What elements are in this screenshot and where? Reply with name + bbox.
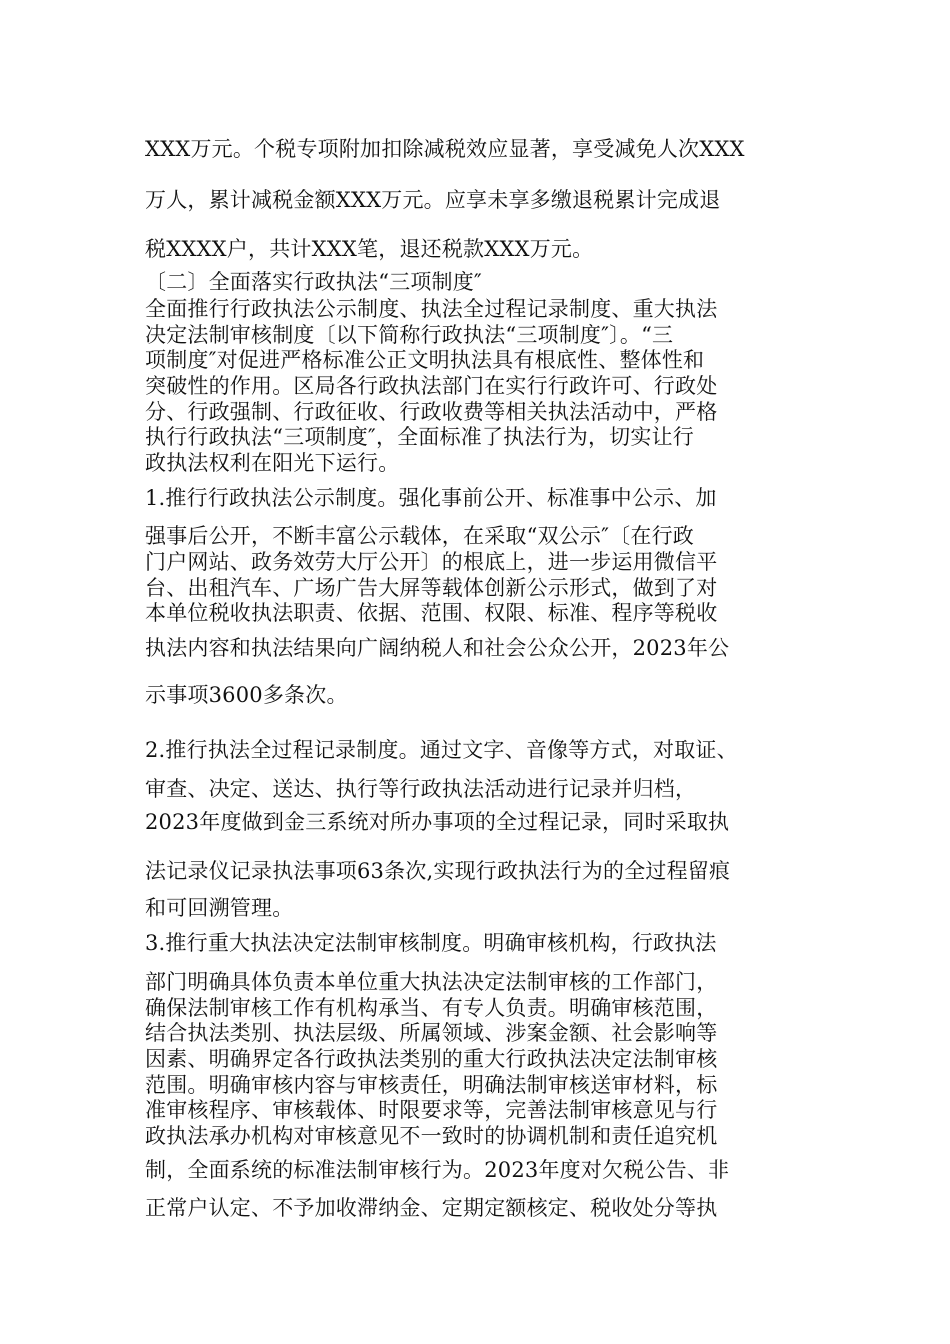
text-line: 执行行政执法“三项制度″，全面标准了执法行为，切实让行 <box>145 425 694 449</box>
text-line: XXX万元。个税专项附加扣除减税效应显著，享受减免人次XXX <box>145 137 745 161</box>
text-line: 决定法制审核制度〔以下简称行政执法“三项制度″〕。“三 <box>145 323 674 347</box>
text-line: 制，全面系统的标准法制审核行为。2023年度对欠税公告、非 <box>145 1158 730 1182</box>
text-line: 执法内容和执法结果向广阔纳税人和社会公众公开，2023年公 <box>145 636 730 660</box>
section-heading: 〔二〕全面落实行政执法“三项制度″ <box>145 270 482 294</box>
text-line: 正常户认定、不予加收滞纳金、定期定额核定、税收处分等执 <box>145 1196 718 1220</box>
text-line: 部门明确具体负责本单位重大执法决定法制审核的工作部门， <box>145 970 718 994</box>
text-line: 万人，累计减税金额XXX万元。应享未享多缴退税累计完成退 <box>145 188 721 212</box>
text-line: 政执法承办机构对审核意见不一致时的协调机制和责任追究机 <box>145 1124 718 1148</box>
text-line: 3.推行重大执法决定法制审核制度。明确审核机构，行政执法 <box>145 931 717 955</box>
text-line: 突破性的作用。区局各行政执法部门在实行行政许可、行政处 <box>145 374 718 398</box>
text-line: 门户网站、政务效劳大厅公开〕的根底上，进一步运用微信平 <box>145 550 718 574</box>
text-line: 本单位税收执法职责、依据、范围、权限、标准、程序等税收 <box>145 601 718 625</box>
text-line: 法记录仪记录执法事项63条次,实现行政执法行为的全过程留痕 <box>145 859 731 883</box>
text-line: 2.推行执法全过程记录制度。通过文字、音像等方式，对取证、 <box>145 738 738 762</box>
text-line: 强事后公开，不断丰富公示载体，在采取“双公示″〔在行政 <box>145 524 694 548</box>
text-line: 确保法制审核工作有机构承当、有专人负责。明确审核范围， <box>145 996 718 1020</box>
text-line: 分、行政强制、行政征收、行政收费等相关执法活动中，严格 <box>145 400 718 424</box>
text-line: 示事项3600多条次。 <box>145 683 348 707</box>
text-line: 结合执法类别、执法层级、所属领域、涉案金额、社会影响等 <box>145 1021 718 1045</box>
text-line: 2023年度做到金三系统对所办事项的全过程记录，同时采取执 <box>145 810 730 834</box>
text-line: 审查、决定、送达、执行等行政执法活动进行记录并归档， <box>145 777 697 801</box>
text-line: 台、出租汽车、广场广告大屏等载体创新公示形式，做到了对 <box>145 576 718 600</box>
text-line: 因素、明确界定各行政执法类别的重大行政执法决定法制审核 <box>145 1047 718 1071</box>
text-line: 准审核程序、审核载体、时限要求等，完善法制审核意见与行 <box>145 1098 718 1122</box>
text-line: 政执法权利在阳光下运行。 <box>145 451 400 475</box>
text-line: 范围。明确审核内容与审核责任，明确法制审核送审材料，标 <box>145 1073 718 1097</box>
text-line: 全面推行行政执法公示制度、执法全过程记录制度、重大执法 <box>145 297 718 321</box>
text-line: 税XXXX户，共计XXX笔，退还税款XXX万元。 <box>145 237 594 261</box>
text-line: 1.推行行政执法公示制度。强化事前公开、标准事中公示、加 <box>145 486 717 510</box>
text-line: 项制度″对促进严格标准公正文明执法具有根底性、整体性和 <box>145 348 705 372</box>
text-line: 和可回溯管理。 <box>145 896 294 920</box>
